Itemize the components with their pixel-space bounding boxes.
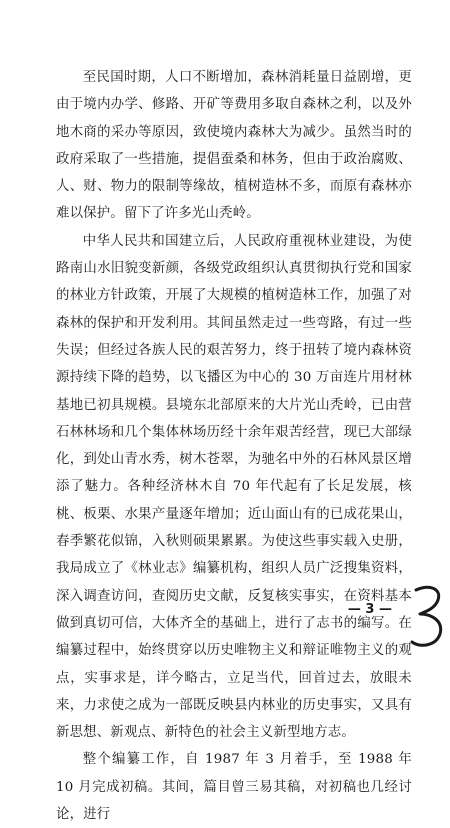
body-text: [56, 64, 412, 828]
page-number: — 3 —: [347, 602, 392, 617]
handwritten-page-mark: [408, 582, 448, 652]
paragraph-republic-era: 至民国时期，人口不断增加，森林消耗量日益剧增，更由于境内办学、修路、开矿等费用多取自森林之利，以及外地木商的采办等原因，致使境内森林大为减少。虽然当时的政府采取了一些措施，提倡蚕桑和林务，但由于政治腐败、人、财、物力的限制等缘故，植树造林不多，而原有森林亦难以保护。留下了许多光山秃岭。: [56, 70, 412, 222]
paragraph-compilation: 整个编纂工作，自 1987 年 3 月着手，至 1988 年 10 月完成初稿。其间，篇目曾三易其稿，对初稿也几经讨论，进行: [56, 752, 412, 823]
paragraph-prc-forestry: 中华人民共和国建立后，人民政府重视林业建设，为使路南山水旧貌变新颜，各级党政组织认真贯彻执行党和国家的林业方针政策，开展了大规模的植树造林工作，加强了对森林的保护和开发利用。其间虽然走过一些弯路，有过一些失误；但经过各族人民的艰苦努力，终于扭转了境内森林资源持续下降的趋势，以飞播区为中心的 30 万亩连片用材林基地已初具规模。县境东北部原来的大片光山秃岭，已由营石林林场和几个集体林场历经十余年艰苦经营，现已大部绿化，到处山青水秀，树木苍翠，为驰名中外的石林风景区增添了魅力。各种经济林木自 70 年代起有了长足发展，核桃、板栗、水果产量逐年增加；近山面山有的已成花果山，春季繁花似锦，入秋则硕果累累。为使这些事实载入史册，我局成立了《林业志》编纂机构，组织人员广泛搜集资料，深入调查访问，查阅历史文献，反复核实事实，在资料基本做到真切可信，大体齐全的基础上，进行了志书的编写。在编纂过程中，始终贯穿以历史唯物主义和辩证唯物主义的观点，实事求是，详今略古，立足当代，回首过去，放眼未来，力求使之成为一部既反映县内林业的历史事实，又具有新思想、新观点、新特色的社会主义新型地方志。: [56, 233, 412, 741]
